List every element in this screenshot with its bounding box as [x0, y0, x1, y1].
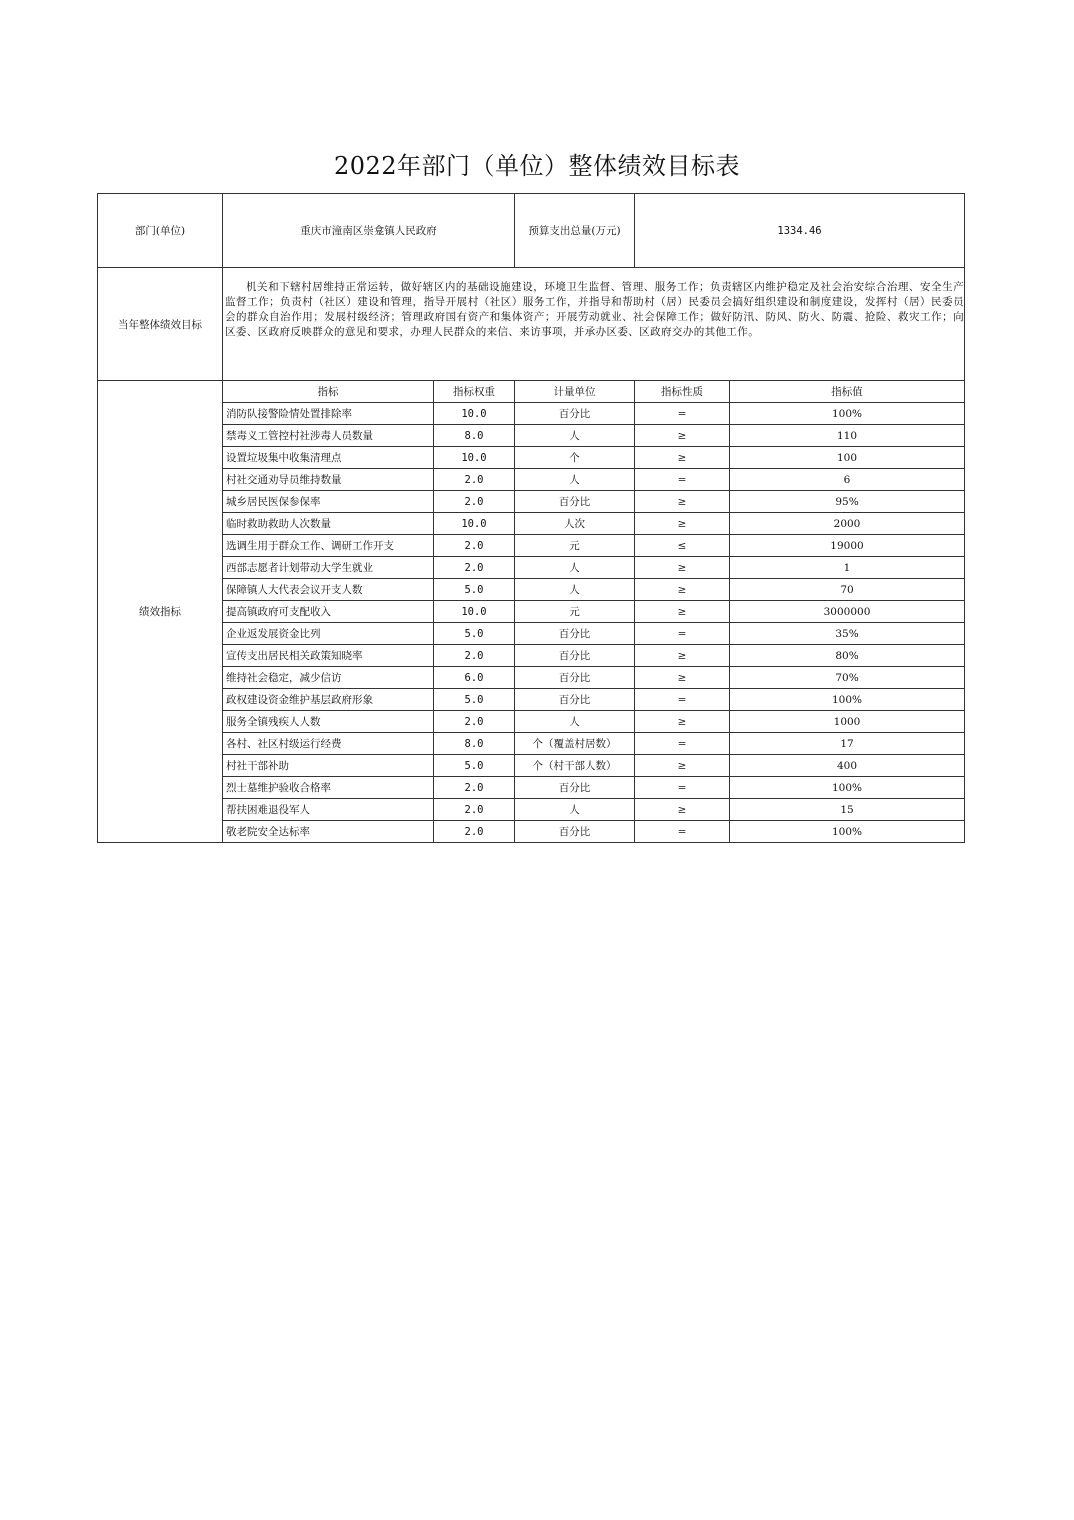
table-row: [98, 601, 965, 623]
indicators-label: 绩效指标: [98, 381, 223, 843]
indicator-weight: 2.0: [434, 469, 515, 491]
indicator-unit: 百分比: [515, 403, 635, 425]
indicator-value: 35%: [730, 623, 965, 645]
indicator-weight: 6.0: [434, 667, 515, 689]
indicator-name: 临时救助救助人次数量: [223, 513, 434, 535]
indicator-name: 城乡居民医保参保率: [223, 491, 434, 513]
indicator-nature: ≥: [635, 601, 730, 623]
indicator-value: 2000: [730, 513, 965, 535]
table-row: [98, 535, 965, 557]
dept-label: 部门(单位): [98, 194, 223, 268]
indicator-unit: 人: [515, 579, 635, 601]
column-header-nature: 指标性质: [635, 381, 730, 403]
indicator-value: 17: [730, 733, 965, 755]
goal-row: [98, 268, 965, 381]
table-row: [98, 777, 965, 799]
table-row: [98, 689, 965, 711]
column-header-weight: 指标权重: [434, 381, 515, 403]
indicator-nature: ≥: [635, 447, 730, 469]
budget-label: 预算支出总量(万元): [515, 194, 635, 268]
indicator-value: 100: [730, 447, 965, 469]
indicator-unit: 人: [515, 799, 635, 821]
indicator-nature: ≥: [635, 667, 730, 689]
indicator-value: 110: [730, 425, 965, 447]
table-row: [98, 733, 965, 755]
indicator-unit: 个: [515, 447, 635, 469]
indicator-unit: 元: [515, 601, 635, 623]
table-row: [98, 403, 965, 425]
indicator-weight: 5.0: [434, 623, 515, 645]
indicator-unit: 个（覆盖村居数）: [515, 733, 635, 755]
table-row: [98, 755, 965, 777]
indicator-weight: 2.0: [434, 711, 515, 733]
indicator-name: 服务全镇残疾人人数: [223, 711, 434, 733]
indicator-unit: 百分比: [515, 491, 635, 513]
indicator-name: 宣传支出居民相关政策知晓率: [223, 645, 434, 667]
indicator-name: 帮扶困难退役军人: [223, 799, 434, 821]
indicator-weight: 2.0: [434, 799, 515, 821]
indicator-nature: ≥: [635, 557, 730, 579]
budget-value: 1334.46: [635, 194, 965, 268]
indicator-unit: 个（村干部人数）: [515, 755, 635, 777]
indicator-unit: 人次: [515, 513, 635, 535]
column-header-name: 指标: [223, 381, 434, 403]
indicator-name: 设置垃圾集中收集清理点: [223, 447, 434, 469]
indicator-nature: ≥: [635, 513, 730, 535]
indicator-nature: =: [635, 403, 730, 425]
indicator-weight: 10.0: [434, 447, 515, 469]
table-row: [98, 711, 965, 733]
indicator-unit: 百分比: [515, 667, 635, 689]
indicator-value: 19000: [730, 535, 965, 557]
table-row: [98, 469, 965, 491]
table-row: [98, 645, 965, 667]
indicator-name: 企业返发展资金比列: [223, 623, 434, 645]
indicator-nature: ≥: [635, 755, 730, 777]
goal-label: 当年整体绩效目标: [98, 268, 223, 381]
indicator-nature: =: [635, 469, 730, 491]
indicator-weight: 8.0: [434, 425, 515, 447]
indicator-nature: ≥: [635, 711, 730, 733]
indicator-weight: 10.0: [434, 403, 515, 425]
table-row: [98, 447, 965, 469]
indicator-name: 政权建设资金维护基层政府形象: [223, 689, 434, 711]
table-row: [98, 623, 965, 645]
indicator-unit: 人: [515, 711, 635, 733]
indicator-value: 100%: [730, 777, 965, 799]
indicator-weight: 2.0: [434, 535, 515, 557]
column-header-unit: 计量单位: [515, 381, 635, 403]
indicator-value: 70: [730, 579, 965, 601]
indicator-weight: 8.0: [434, 733, 515, 755]
indicator-name: 选调生用于群众工作、调研工作开支: [223, 535, 434, 557]
indicator-unit: 百分比: [515, 623, 635, 645]
indicator-value: 1: [730, 557, 965, 579]
indicator-nature: =: [635, 821, 730, 843]
indicator-value: 100%: [730, 689, 965, 711]
table-row: [98, 557, 965, 579]
indicator-value: 100%: [730, 821, 965, 843]
indicator-value: 6: [730, 469, 965, 491]
indicator-name: 维持社会稳定，减少信访: [223, 667, 434, 689]
indicator-nature: =: [635, 733, 730, 755]
goal-text: 机关和下辖村居维持正常运转，做好辖区内的基础设施建设，环境卫生监督、管理、服务工作；负责辖区内维护稳定及社会治安综合治理、安全生产监督工作；负责村（社区）建设和管理，指导开展村（社区）服务工作，并指导和帮助村（居）民委员会搞好组织建设和制度建设，发挥村（居）民委员会的群众自治作用；发展村级经济；管理政府国有资产和集体资产；开展劳动就业、社会保障工作；做好防汛、防风、防火、防震、抢险、救灾工作；向区委、区政府反映群众的意见和要求，办理人民群众的来信、来访事项，并承办区委、区政府交办的其他工作。: [223, 268, 965, 381]
indicator-nature: =: [635, 623, 730, 645]
indicator-nature: ≥: [635, 425, 730, 447]
indicator-value: 70%: [730, 667, 965, 689]
indicator-unit: 人: [515, 557, 635, 579]
indicator-name: 保障镇人大代表会议开支人数: [223, 579, 434, 601]
indicator-name: 敬老院安全达标率: [223, 821, 434, 843]
indicator-unit: 百分比: [515, 777, 635, 799]
indicator-unit: 元: [515, 535, 635, 557]
indicator-value: 15: [730, 799, 965, 821]
indicator-unit: 人: [515, 469, 635, 491]
indicator-value: 100%: [730, 403, 965, 425]
indicator-unit: 百分比: [515, 821, 635, 843]
indicator-value: 1000: [730, 711, 965, 733]
indicator-weight: 5.0: [434, 689, 515, 711]
indicator-nature: =: [635, 689, 730, 711]
indicator-weight: 2.0: [434, 491, 515, 513]
table-row: [98, 821, 965, 843]
indicator-value: 80%: [730, 645, 965, 667]
table-row: [98, 425, 965, 447]
table-row: [98, 667, 965, 689]
indicator-name: 禁毒义工管控村社涉毒人员数量: [223, 425, 434, 447]
column-header-value: 指标值: [730, 381, 965, 403]
indicator-nature: ≥: [635, 491, 730, 513]
indicator-weight: 10.0: [434, 513, 515, 535]
indicator-nature: ≥: [635, 645, 730, 667]
indicator-value: 400: [730, 755, 965, 777]
indicator-weight: 2.0: [434, 821, 515, 843]
dept-value: 重庆市潼南区崇龛镇人民政府: [223, 194, 515, 268]
indicator-name: 西部志愿者计划带动大学生就业: [223, 557, 434, 579]
indicator-name: 各村、社区村级运行经费: [223, 733, 434, 755]
indicator-name: 提高镇政府可支配收入: [223, 601, 434, 623]
indicator-header-row: [98, 381, 965, 403]
table-row: [98, 491, 965, 513]
indicator-nature: ≥: [635, 799, 730, 821]
indicator-weight: 5.0: [434, 755, 515, 777]
indicator-weight: 2.0: [434, 777, 515, 799]
indicator-unit: 人: [515, 425, 635, 447]
indicator-weight: 5.0: [434, 579, 515, 601]
indicator-name: 烈士墓维护验收合格率: [223, 777, 434, 799]
table-row: [98, 579, 965, 601]
indicator-unit: 百分比: [515, 645, 635, 667]
page-title: 2022年部门（单位）整体绩效目标表: [333, 152, 741, 180]
indicator-value: 95%: [730, 491, 965, 513]
performance-table: [97, 193, 965, 843]
indicator-name: 消防队接警险情处置排除率: [223, 403, 434, 425]
department-row: [98, 194, 965, 268]
indicator-weight: 10.0: [434, 601, 515, 623]
indicator-weight: 2.0: [434, 557, 515, 579]
table-row: [98, 513, 965, 535]
indicator-unit: 百分比: [515, 689, 635, 711]
indicator-nature: =: [635, 777, 730, 799]
indicator-weight: 2.0: [434, 645, 515, 667]
table-row: [98, 799, 965, 821]
indicator-nature: ≥: [635, 579, 730, 601]
indicator-name: 村社干部补助: [223, 755, 434, 777]
indicator-nature: ≤: [635, 535, 730, 557]
indicator-name: 村社交通劝导员维持数量: [223, 469, 434, 491]
indicator-value: 3000000: [730, 601, 965, 623]
